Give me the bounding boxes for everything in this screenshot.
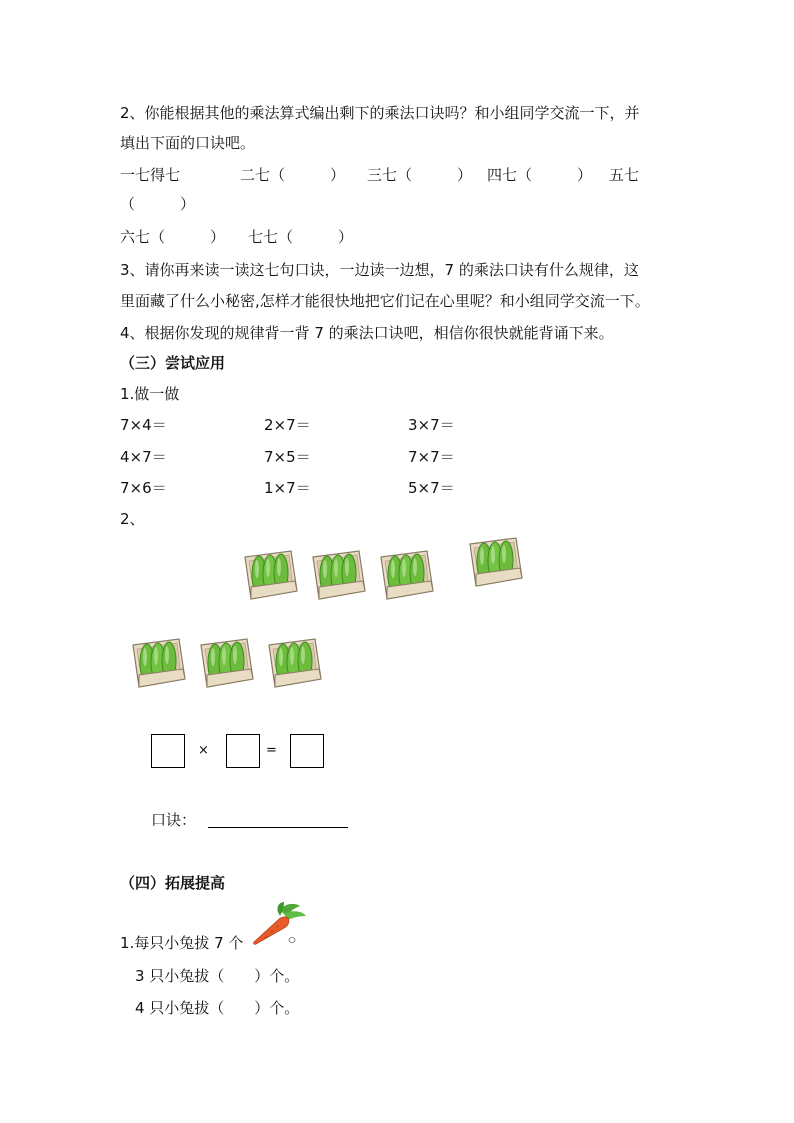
koujue-label: 口诀： <box>151 811 197 829</box>
section4-heading: （四）拓展提高 <box>120 874 226 892</box>
equals-sign: = <box>266 743 277 758</box>
q2-line1: 2、你能根据其他的乘法算式编出剩下的乘法口诀吗？和小组同学交流一下，并 <box>120 104 640 122</box>
cucumber-crate-image <box>265 633 323 689</box>
sub1-label: 1.做一做 <box>120 385 180 403</box>
section3-heading: （三）尝试应用 <box>120 354 226 372</box>
q3-line1: 3、请你再来读一读这七句口诀，一边读一边想，7 的乘法口诀有什么规律，这 <box>120 261 639 279</box>
times-sign: × <box>198 743 209 758</box>
koujue-1-7: 一七得七 <box>120 166 181 184</box>
cucumber-crate-image <box>197 633 255 689</box>
koujue-7-7: 七七（ ） <box>248 228 354 246</box>
koujue-2-7: 二七（ ） <box>240 166 346 184</box>
q2-line2: 填出下面的口诀吧。 <box>120 134 256 152</box>
cucumber-crate-image <box>309 545 367 601</box>
cucumber-crate-image <box>377 545 435 601</box>
koujue-5-7-blank: （ ） <box>120 195 196 213</box>
rabbit-line1: 3 只小兔拔（ ）个。 <box>135 967 300 985</box>
equation: 5×7＝ <box>408 479 455 497</box>
koujue-answer-line[interactable] <box>208 827 348 828</box>
koujue-4-7: 四七（ ） <box>487 166 593 184</box>
cucumber-crate-image <box>466 532 524 588</box>
answer-box-factor1[interactable] <box>151 734 185 768</box>
cucumber-crate-image <box>241 545 299 601</box>
equation: 3×7＝ <box>408 416 455 434</box>
rabbit-line2: 4 只小兔拔（ ）个。 <box>135 999 300 1017</box>
equation: 7×5＝ <box>264 448 311 466</box>
koujue-3-7: 三七（ ） <box>367 166 473 184</box>
equation: 7×4＝ <box>120 416 167 434</box>
answer-box-product[interactable] <box>290 734 324 768</box>
koujue-6-7: 六七（ ） <box>120 228 226 246</box>
equation: 2×7＝ <box>264 416 311 434</box>
sub2-label: 2、 <box>120 510 145 528</box>
equation: 4×7＝ <box>120 448 167 466</box>
q3-line2: 里面藏了什么小秘密,怎样才能很快地把它们记在心里呢？和小组同学交流一下。 <box>120 292 650 310</box>
cucumber-crate-image <box>129 633 187 689</box>
carrot-image <box>250 902 310 948</box>
q4: 4、根据你发现的规律背一背 7 的乘法口诀吧，相信你很快就能背诵下来。 <box>120 324 614 342</box>
equation: 1×7＝ <box>264 479 311 497</box>
equation: 7×7＝ <box>408 448 455 466</box>
q1-rabbit: 1.每只小兔拔 7 个 <box>120 934 244 952</box>
equation: 7×6＝ <box>120 479 167 497</box>
answer-box-factor2[interactable] <box>226 734 260 768</box>
koujue-5-7: 五七 <box>609 166 640 184</box>
